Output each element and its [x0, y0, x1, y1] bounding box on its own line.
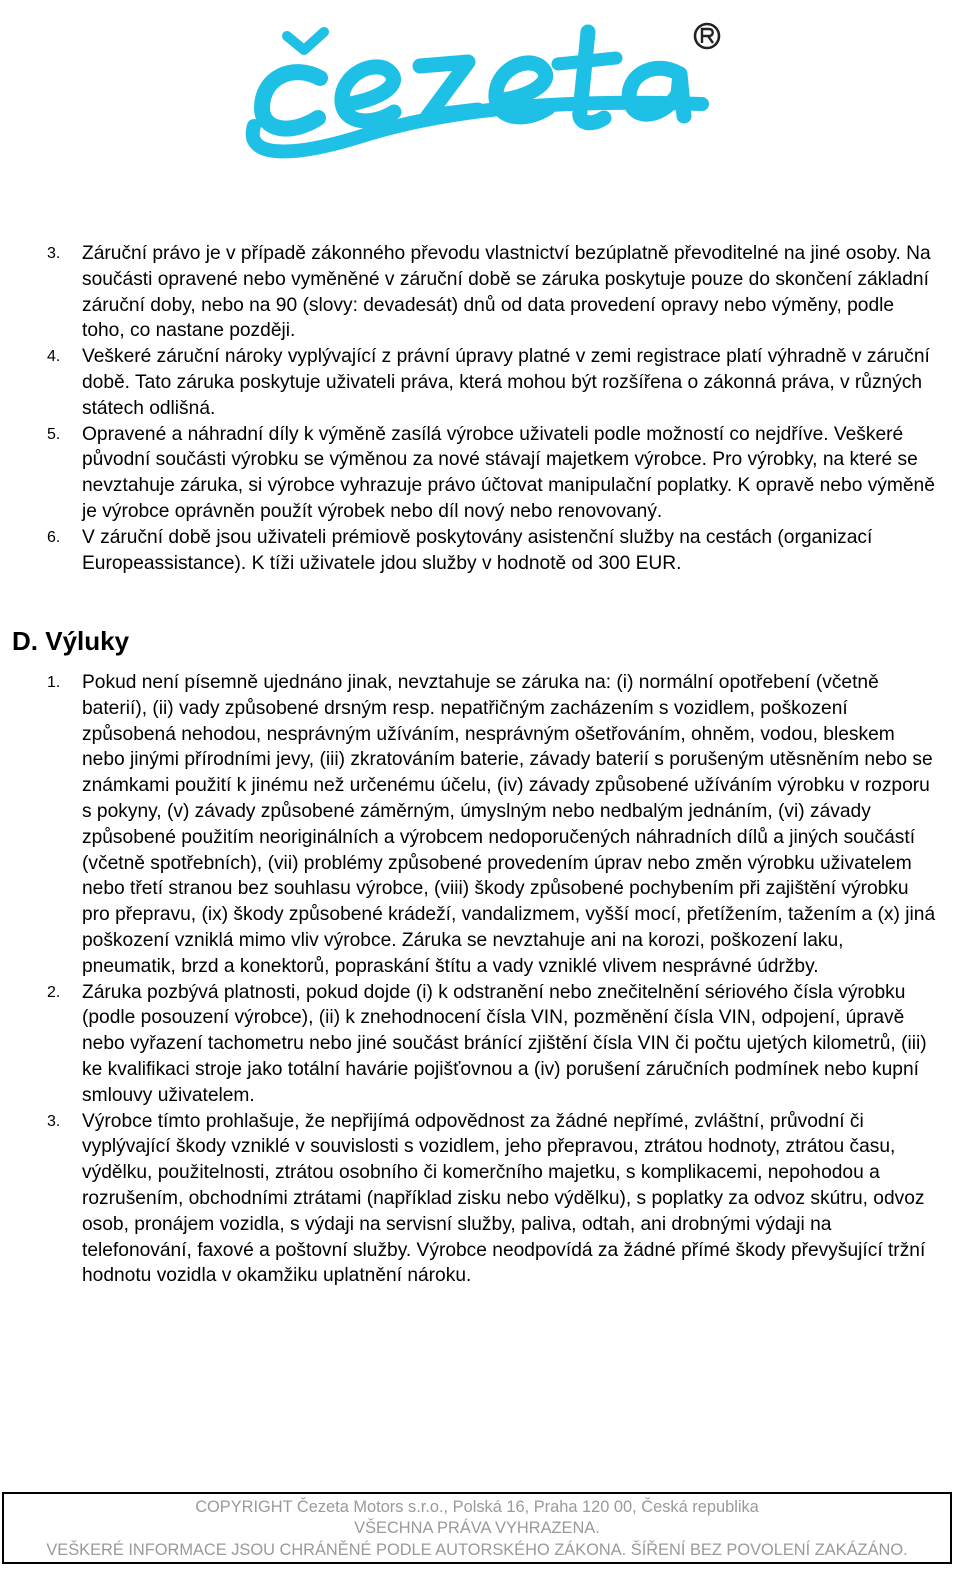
item-number: 5.: [47, 425, 61, 443]
item-text: Veškeré záruční nároky vyplývající z právní úpravy platné v zemi registrace platí výhradně v záruční době. Tato záruka poskytuje uživateli práva, která mohou být rozšířena o zákonná práva, v různých státech odlišná.: [82, 346, 930, 419]
list-item: [0, 1109, 960, 1290]
item-text: Záruční právo je v případě zákonného převodu vlastnictví bezúplatně převoditelné na jiné osoby. Na součásti opravené nebo vyměněné v záruční době se záruka poskytuje pouze do skončení základní záruční doby, nebo na 90 (slovy: devadesát) dnů od data provedení opravy nebo výměny, podle toho, co nastane později.: [82, 243, 931, 342]
item-number: 3.: [47, 245, 61, 262]
section-d-list: [0, 670, 960, 1289]
list-item: [0, 344, 960, 421]
list-item: [0, 670, 960, 980]
copyright-footer: [2, 1492, 952, 1564]
footer-copyright-line: COPYRIGHT Čezeta Motors s.r.o., Polská 16, Praha 120 00, Česká republika: [195, 1498, 759, 1516]
list-item: [0, 422, 960, 525]
item-text: Opravené a náhradní díly k výměně zasílá výrobce uživateli podle možností co nejdříve. Veškeré původní součásti výrobku se výměnou za nové stávají majetkem výrobce. Pro výrobky, na které se nevztahuje záruka, si výrobce vyhrazuje právo účtovat manipulační poplatky. K opravě nebo výměně je výrobce oprávněn použít výrobek nebo díl nový nebo renovovaný.: [82, 423, 935, 522]
item-number: 4.: [47, 348, 61, 366]
list-item: [0, 980, 960, 1109]
list-item: [0, 525, 960, 577]
list-item: [0, 241, 960, 344]
item-number: 1.: [47, 674, 61, 691]
footer-protection-line: VEŠKERÉ INFORMACE JSOU CHRÁNĚNÉ PODLE AUTORSKÉHO ZÁKONA. ŠÍŘENÍ BEZ POVOLENÍ ZAKÁZÁNO.: [46, 1540, 908, 1559]
item-text: Pokud není písemně ujednáno jinak, nevztahuje se záruka na: (i) normální opotřebení (včetně baterií), (ii) vady způsobené drsným resp. nepatřičným zacházením s vozidlem, poškození způsobená nehodou, nesprávným užíváním, nesprávným ošetřováním, ohněm, vodou, bleskem nebo jinými přírodními jevy, (iii) zkratováním baterie, závady baterií s porušeným utěsněním nebo se známkami použití k jinému než určenému účelu, (iv) závady způsobené užíváním výrobku v rozporu s pokyny, (v) závady způsobené záměrným, úmyslným nebo nedbalým jednáním, (vi) závady způsobené použitím neoriginálních a výrobcem nedoporučených náhradních dílů a jiných součástí (včetně spotřebních), (vii) problémy způsobené provedením úprav nebo změn výrobku uživatelem nebo třetí stranou bez souhlasu výrobce, (viii) škody způsobené pochybením při zajištění výrobku pro přepravu, (ix) škody způsobené krádeží, vandalizmem, vyšší mocí, přetížením, tažením a (x) jiná poškození vzniklá mimo vliv výrobce. Záruka se nevztahuje ani na korozi, poškození laku, pneumatik, brzd a konektorů, popraskání štítu a vady vzniklé vlivem nesprávné údržby.: [82, 672, 936, 977]
section-d-heading: D. Výluky: [12, 626, 130, 656]
section-c-list: [0, 241, 960, 576]
item-text: V záruční době jsou uživateli prémiově poskytovány asistenční služby na cestách (organizací Europeassistance). K tíži uživatele jdou služby v hodnotě od 300 EUR.: [82, 526, 873, 574]
item-number: 3.: [47, 1112, 61, 1130]
cezeta-logo: [232, 8, 732, 168]
item-text: Záruka pozbývá platnosti, pokud dojde (i) k odstranění nebo znečitelnění sériového čísla výrobku (podle posouzení výrobce), (ii) k znehodnocení čísla VIN, pozměnění čísla VIN, odpojení, úpravě nebo vyřazení tachometru nebo jiné součást bránící zjištění čísla VIN či počtu ujetých kilometrů, (iii) ke kvalifikaci stroje jako totální havárie pojišťovnou a (iv) porušení záručních podmínek nebo kupní smlouvy uživatelem.: [82, 981, 927, 1106]
item-number: 6.: [47, 528, 61, 546]
item-text: Výrobce tímto prohlašuje, že nepřijímá odpovědnost za žádné nepřímé, zvláštní, průvodní či vyplývající škody vzniklé v souvislosti s vozidlem, jeho přepravou, ztrátou hodnoty, ztrátou času, výdělku, použitelnosti, ztrátou osobního či komerčního majetku, s komplikacemi, nepohodou a rozrušením, obchodními ztrátami (například zisku nebo výdělku), s poplatky za odvoz skútru, odvoz osob, pronájem vozidla, s výdaji na servisní služby, paliva, odtah, ani drobnými výdaji na telefonování, faxové a poštovní služby. Výrobce neodpovídá za žádné přímé škody převyšující tržní hodnotu vozidla v okamžiku uplatnění nároku.: [82, 1110, 926, 1287]
footer-rights-line: VŠECHNA PRÁVA VYHRAZENA.: [354, 1519, 600, 1538]
item-number: 2.: [47, 983, 61, 1001]
